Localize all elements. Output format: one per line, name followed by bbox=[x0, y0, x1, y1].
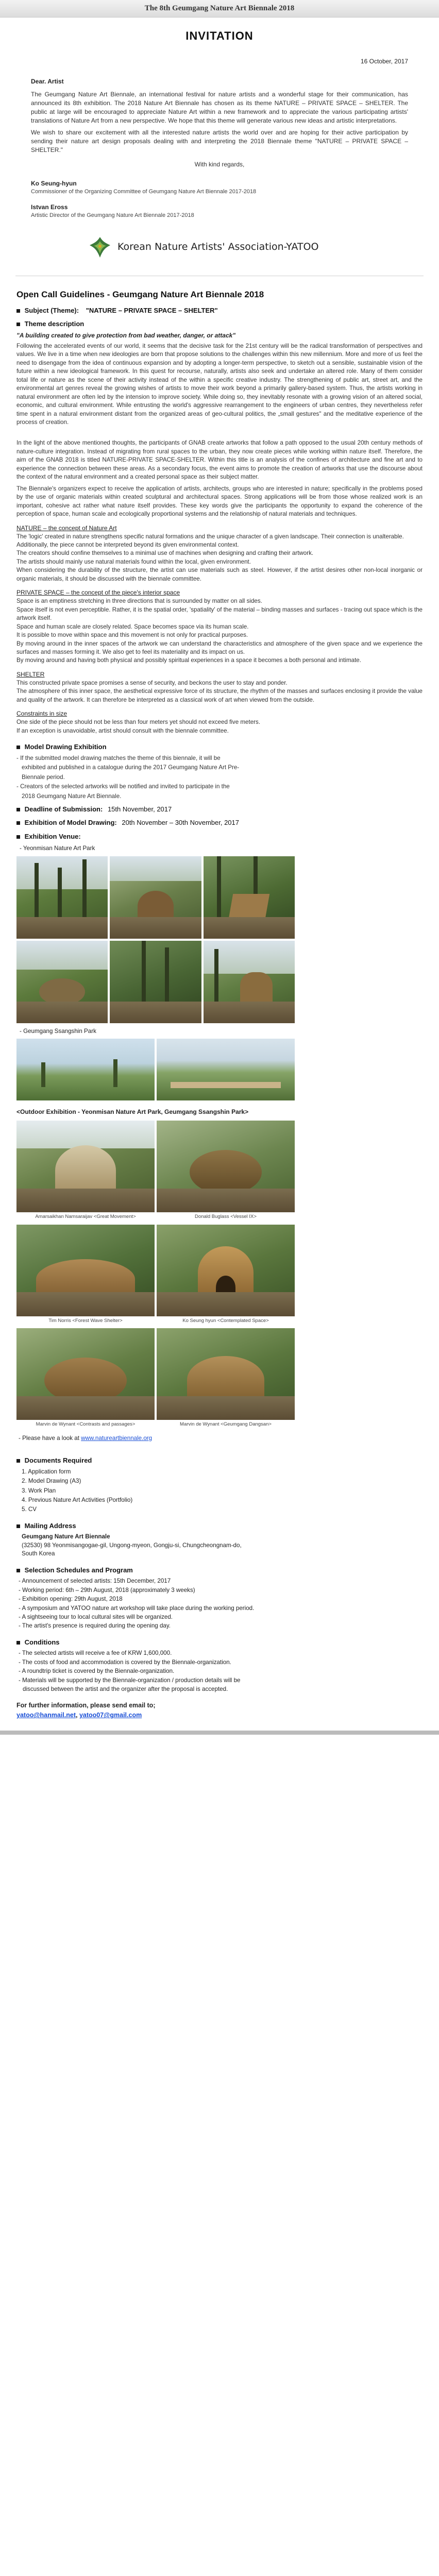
list-item: This constructed private space promises a sense of security, and beckons the user to stay and ponder. bbox=[16, 679, 288, 686]
signature-role: Commissioner of the Organizing Committee of Geumgang Nature Art Biennale 2017-2018 bbox=[31, 188, 257, 195]
signature-name: Ko Seung-hyun bbox=[31, 179, 77, 187]
artwork-photo bbox=[16, 1121, 155, 1212]
square-bullet-icon bbox=[16, 323, 20, 326]
list-item: - If the submitted model drawing matches the theme of this biennale, it will be bbox=[16, 754, 221, 761]
artwork-caption: Tim Norris <Forest Wave Shelter> bbox=[48, 1317, 123, 1324]
venue-2-photos bbox=[16, 1039, 295, 1100]
outdoor-photos bbox=[16, 1121, 295, 1430]
list-item: Biennale period. bbox=[22, 773, 65, 781]
conditions-heading: Conditions bbox=[16, 1638, 423, 1647]
list-item: 2018 Geumgang Nature Art Biennale. bbox=[22, 792, 122, 800]
artwork-photo bbox=[16, 1225, 155, 1316]
association-block bbox=[88, 234, 439, 260]
square-bullet-icon bbox=[16, 745, 20, 749]
list-item: The creators should confine themselves to a minimal use of machines when designing and crafting their artwork. bbox=[16, 550, 314, 557]
list-item: - A roundtrip ticket is covered by the Biennale-organization. bbox=[19, 1668, 175, 1675]
bottom-bar bbox=[0, 1731, 439, 1735]
schedule-list bbox=[16, 1577, 423, 1631]
square-bullet-icon bbox=[16, 1524, 20, 1528]
theme-paragraph-1: Following the accelerated events of our world, it seems that the decisive task for the 21st century will be the radical transformation of perspectives and values. We live in a time when new ideologies are born that propose solutions to the challenges within this new millennium. More and more of us feel the need to disengage from the idea of continuous expansion and by adopting a longer-term perspective, to sketch out a sensible, sustainable vision of the future within a new ideological framework. In this quest for recourse, naturally, artists also seek and undertake an altered role. Many of them consider total life or nature as the scene of their activity instead of the within a specific creative industry. The strengthening of public art, street art, and the environmental art genres reveal the growing wishes of artists to move their work beyond a primarily gallery-based system. Thus, the artists working in natural environment are often led by the intension to improve society. While doing so, they inevitably resonate with a growing vision of an altered social, economic, and cultural environment. While entrusting the world's aggressive rearrangement to the engineers of urban centres, they nevertheless refer time spent in a natural environment distant from the organized areas of geo-cultural politics, the „small gestures" and the meditative experience of the process of creation. bbox=[16, 342, 423, 426]
salutation: Dear. Artist bbox=[31, 78, 64, 86]
documents-heading: Documents Required bbox=[16, 1456, 423, 1465]
square-bullet-icon bbox=[16, 835, 20, 839]
contact-emails: yatoo@hanmail.net, yatoo07@gmail.com bbox=[16, 1711, 142, 1719]
square-bullet-icon bbox=[16, 309, 20, 313]
documents-list bbox=[16, 1468, 423, 1514]
square-bullet-icon bbox=[16, 1459, 20, 1463]
artwork-card bbox=[16, 1328, 155, 1430]
mailing-heading: Mailing Address bbox=[16, 1521, 423, 1531]
park-photo bbox=[204, 856, 295, 939]
park-photo bbox=[110, 941, 201, 1023]
venue-1: - Yeonmisan Nature Art Park bbox=[20, 845, 95, 852]
square-bullet-icon bbox=[16, 1641, 20, 1645]
list-item: - The selected artists will receive a fee of KRW 1,600,000. bbox=[19, 1650, 172, 1657]
nature-heading: NATURE – the concept of Nature Art bbox=[16, 524, 117, 532]
artwork-caption: Marvin de Wynant <Geumgang Dangsan> bbox=[180, 1421, 272, 1428]
email-link-2[interactable]: yatoo07@gmail.com bbox=[79, 1711, 142, 1719]
website-line: - Please have a look at www.natureartbiennale.org bbox=[19, 1434, 153, 1442]
artwork-card bbox=[16, 1121, 155, 1222]
venue-heading: Exhibition Venue: bbox=[16, 832, 423, 841]
artwork-card bbox=[157, 1328, 295, 1430]
deadline-line: Deadline of Submission: 15th November, 2017 bbox=[16, 805, 423, 814]
artwork-card bbox=[16, 1225, 155, 1326]
list-item: 2. Model Drawing (A3) bbox=[22, 1478, 81, 1485]
park-photo bbox=[157, 1039, 295, 1100]
artwork-photo bbox=[157, 1328, 295, 1420]
list-item: Space itself is not even perceptible. Rather, it is the spatial order, 'spatiality' of the material – binding masses and surfaces - tracing out space which is the artwork itself. bbox=[16, 606, 423, 622]
conditions-list bbox=[16, 1649, 423, 1693]
square-bullet-icon bbox=[16, 821, 20, 825]
website-link[interactable]: www.natureartbiennale.org bbox=[81, 1434, 153, 1442]
open-call-guidelines bbox=[0, 289, 439, 1720]
guidelines-title: Open Call Guidelines - Geumgang Nature Art Biennale 2018 bbox=[16, 289, 264, 299]
list-item: Space is an emptiness stretching in three directions that is surrounded by matter on all sides. bbox=[16, 598, 262, 605]
artwork-caption: Amarsaikhan Namsaraijav <Great Movement> bbox=[35, 1214, 136, 1220]
square-bullet-icon bbox=[16, 808, 20, 811]
artwork-caption: Donald Buglass <Vessel IX> bbox=[195, 1214, 257, 1220]
address-line: (32530) 98 Yeonmisangogae-gil, Ungong-myeon, Gongju-si, Chungcheongnam-do, bbox=[22, 1541, 242, 1549]
letter-date: 16 October, 2017 bbox=[360, 58, 408, 65]
artwork-caption: Ko Seung hyun <Contemplated Space> bbox=[182, 1317, 269, 1324]
outdoor-exhibition-heading: <Outdoor Exhibition - Yeonmisan Nature Art Park, Geumgang Ssangshin Park> bbox=[16, 1108, 249, 1116]
park-photo bbox=[204, 941, 295, 1023]
list-item: discussed between the artist and the organizer after the proposal is accepted. bbox=[23, 1686, 228, 1693]
list-item: If an exception is unavoidable, artist should consult with the biennale committee. bbox=[16, 727, 229, 734]
banner-title: The 8th Geumgang Nature Art Biennale 2018 bbox=[144, 4, 295, 12]
list-item: - A symposium and YATOO nature art workshop will take place during the working period. bbox=[19, 1604, 255, 1612]
email-link-1[interactable]: yatoo@hanmail.net bbox=[16, 1711, 76, 1719]
venue-2: - Geumgang Ssangshin Park bbox=[20, 1027, 96, 1035]
list-item: Additionally, the piece cannot be interpreted beyond its given environmental context. bbox=[16, 541, 239, 548]
signature-role: Artistic Director of the Geumgang Nature Art Biennale 2017-2018 bbox=[31, 212, 194, 219]
artwork-card bbox=[157, 1225, 295, 1326]
invitation-heading: INVITATION bbox=[185, 29, 254, 42]
shelter-list bbox=[16, 679, 423, 704]
theme-paragraph-3: The Biennale's organizers expect to receive the application of artists, architects, groups who are interested in nature; specifically in the problems posed by the use of organic materials within created sculptural and architectural spaces. Strong applications will be from those whose realized work is an important, cohesive act rather what nature itself provides. These key words give the participants the opportunity to expand the coherence of the perception of space, human scale and ecologically proportional systems and the relationship of natural materials and techniques. bbox=[16, 485, 423, 518]
list-item: - The artist's presence is required during the opening day. bbox=[19, 1622, 171, 1630]
list-item: - The costs of food and accommodation is covered by the Biennale-organization. bbox=[19, 1658, 231, 1666]
artwork-photo bbox=[16, 1328, 155, 1420]
list-item: 5. CV bbox=[22, 1506, 37, 1513]
signature-name: Istvan Eross bbox=[31, 204, 68, 211]
private-space-list bbox=[16, 597, 423, 665]
private-space-heading: PRIVATE SPACE – the concept of the piece's interior space bbox=[16, 589, 180, 597]
theme-quote: "A building created to give protection from bad weather, danger, or attack" bbox=[16, 331, 236, 339]
park-photo bbox=[16, 1039, 155, 1100]
list-item: exhibited and published in a catalogue during the 2017 Geumgang Nature Art Pre- bbox=[22, 764, 240, 771]
nature-list bbox=[16, 533, 423, 584]
contact-heading: For further information, please send email to; bbox=[16, 1701, 156, 1709]
artwork-caption: Marvin de Wynant <Contrasts and passages> bbox=[36, 1421, 136, 1428]
list-item: One side of the piece should not be less than four meters yet should not exceed five meters. bbox=[16, 719, 261, 726]
shelter-heading: SHELTER bbox=[16, 670, 45, 678]
list-item: The atmosphere of this inner space, the aesthetical expressive force of its structure, the rhythm of the masses and surfaces enclosing it provide the value and quality of the artwork. It can therefore be interpreted as a classical work of art when viewed from the outside. bbox=[16, 688, 423, 703]
exhibition-line: Exhibition of Model Drawing: 20th November – 30th November, 2017 bbox=[16, 818, 423, 827]
address-line: South Korea bbox=[22, 1550, 55, 1557]
list-item: The 'logic' created in nature strengthens specific natural formations and the unique character of a given landscape. Their connection is unalterable. bbox=[16, 533, 404, 540]
theme-paragraph-2: In the light of the above mentioned thoughts, the participants of GNAB create artworks that follow a path opposed to the usual 20th century methods of nature-culture integration. Instead of migrating from rural spaces to the urban, they now create pieces while working within nature itself. Therefore, the aim of the GNAB 2018 is titled NATURE-PRIVATE SPACE-SHELTER. Within this title is an analysis of the confines of architecture and fine art and to experience the connection between these areas. As a secondary focus, the event aims to promote the creation of artworks that use the discourse about the context of the natural environment and a created personal space as their subject matter. bbox=[16, 439, 423, 481]
subject-line: Subject (Theme): "NATURE – PRIVATE SPACE – SHELTER" bbox=[16, 306, 423, 315]
constraints-heading: Constraints in size bbox=[16, 710, 67, 718]
top-banner bbox=[0, 0, 439, 18]
invitation-letter bbox=[0, 77, 439, 220]
list-item: - Materials will be supported by the Biennale-organization / production details will be bbox=[19, 1676, 241, 1684]
model-drawing-heading: Model Drawing Exhibition bbox=[16, 742, 423, 752]
list-item: When considering the durability of the structure, the artist can use materials such as steel. However, if the artist desires other non-local inorganic or organic materials, it should be discussed with the biennale committee. bbox=[16, 567, 423, 582]
yatoo-logo-icon bbox=[88, 235, 112, 260]
list-item: It is possible to move within space and this movement is not only for practical purposes. bbox=[16, 632, 248, 639]
park-photo bbox=[16, 941, 108, 1023]
artwork-card bbox=[157, 1121, 295, 1222]
list-item: 3. Work Plan bbox=[22, 1487, 56, 1494]
square-bullet-icon bbox=[16, 1569, 20, 1572]
signature-1 bbox=[31, 179, 408, 196]
signature-2 bbox=[31, 203, 408, 220]
artwork-photo bbox=[157, 1121, 295, 1212]
park-photo bbox=[110, 856, 201, 939]
list-item: By moving around in the inner spaces of the artwork we can understand the characteristics and atmosphere of the given space and we experience the surfaces and masses forming it. We also get to feel its materiality and its impact on us. bbox=[16, 640, 423, 655]
closing: With kind regards, bbox=[194, 160, 245, 168]
list-item: The artists should mainly use natural materials found within the local, given environment. bbox=[16, 558, 251, 565]
artwork-photo bbox=[157, 1225, 295, 1316]
schedule-heading: Selection Schedules and Program bbox=[16, 1566, 423, 1575]
mailing-address bbox=[16, 1533, 423, 1558]
address-line: Geumgang Nature Art Biennale bbox=[22, 1533, 110, 1540]
list-item: - Working period: 6th – 29th August, 2018 (approximately 3 weeks) bbox=[19, 1586, 195, 1594]
list-item: 4. Previous Nature Art Activities (Portfolio) bbox=[22, 1496, 133, 1503]
list-item: By moving around and having both physical and possibly spiritual experiences in a space it becomes a both personal and intimate. bbox=[16, 657, 361, 664]
list-item: Space and human scale are closely related. Space becomes space via its human scale. bbox=[16, 623, 249, 630]
list-item: - Exhibition opening: 29th August, 2018 bbox=[19, 1596, 123, 1603]
constraints-list bbox=[16, 718, 423, 735]
letter-paragraph-1: The Geumgang Nature Art Biennale, an international festival for nature artists and a wonderful stage for their communication, has announced its 8th exhibition. The 2018 Nature Art Biennale has chosen as its theme NATURE – PRIVATE SPACE – SHELTER. The public at large will be encouraged to appreciate Nature Art within a new framework and to appreciate the various participating artists' translations of Nature Art from a new perspective. We hope that this theme will generate various new ideas and artistic interpretations. bbox=[31, 91, 408, 125]
list-item: 1. Application form bbox=[22, 1468, 71, 1475]
park-photo bbox=[16, 856, 108, 939]
list-item: - Announcement of selected artists: 15th December, 2017 bbox=[19, 1578, 171, 1585]
venue-1-photos bbox=[16, 856, 295, 1023]
model-drawing-list bbox=[16, 754, 423, 801]
list-item: - A sightseeing tour to local cultural sites will be organized. bbox=[19, 1613, 173, 1620]
theme-description-heading: Theme description bbox=[16, 319, 423, 329]
association-name: Korean Nature Artists' Association-YATOO bbox=[117, 241, 319, 253]
letter-paragraph-2: We wish to share our excitement with all the interested nature artists the world over and are hoping for their active participation by sending their nature art design proposals dealing with and interpreting the 2018 Biennale theme "NATURE – PRIVATE SPACE – SHELTER." bbox=[31, 129, 408, 154]
list-item: - Creators of the selected artworks will be notified and invited to participate in the bbox=[16, 783, 230, 790]
